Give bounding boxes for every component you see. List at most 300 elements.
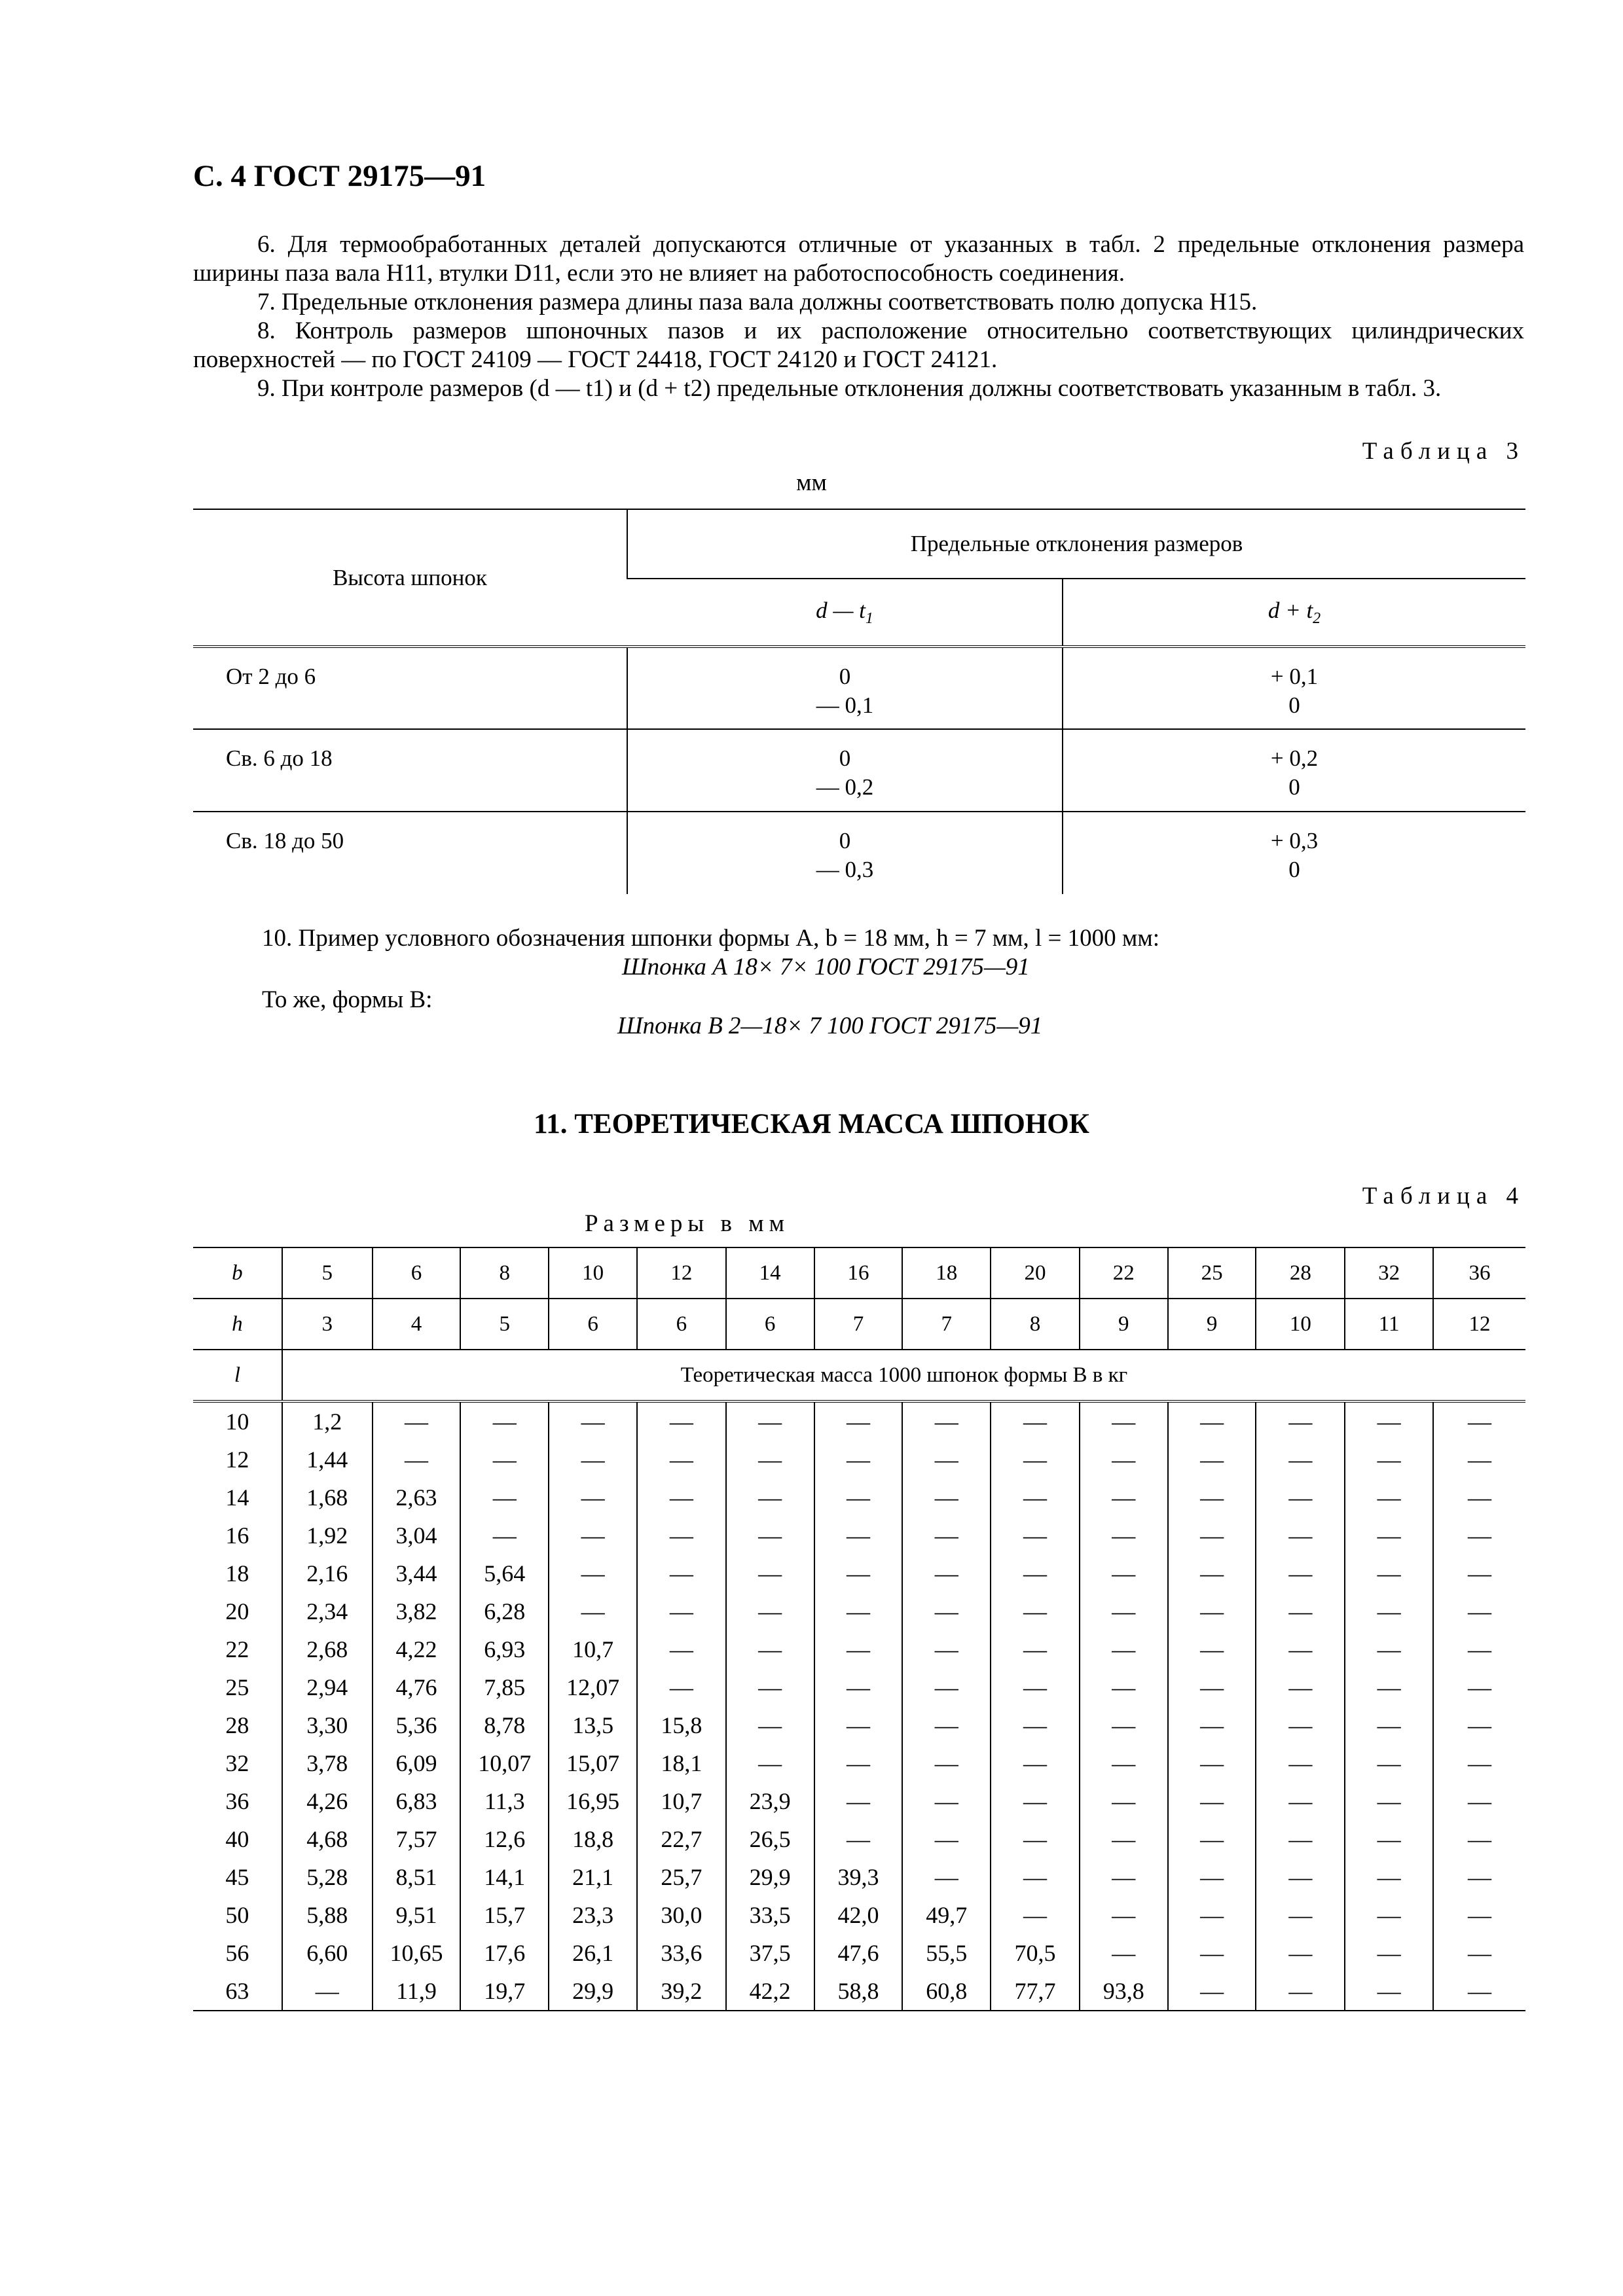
table4-cell: 25,7 bbox=[637, 1858, 726, 1896]
table4-cell: 13,5 bbox=[549, 1706, 637, 1744]
table4-cell: — bbox=[991, 1516, 1080, 1554]
table3-cell-a bbox=[627, 729, 1063, 812]
table4-cell: — bbox=[1433, 1479, 1525, 1516]
table4-cell: 37,5 bbox=[726, 1934, 814, 1972]
table3-col-a bbox=[627, 579, 1063, 647]
table4-cell: 3,82 bbox=[373, 1592, 461, 1630]
table3-cell-b2: 0 bbox=[1288, 774, 1300, 800]
table4-cell: — bbox=[991, 1592, 1080, 1630]
table4-cell: — bbox=[902, 1554, 991, 1592]
table4-cell: — bbox=[1080, 1858, 1168, 1896]
table4-h-value: 7 bbox=[902, 1299, 991, 1350]
table3-cell-b2: 0 bbox=[1288, 857, 1300, 882]
example-same-b: То же, формы В: bbox=[262, 986, 433, 1013]
table4-cell: — bbox=[1433, 1782, 1525, 1820]
table4-b-value: 8 bbox=[460, 1247, 549, 1299]
table4-row-length: 56 bbox=[193, 1934, 282, 1972]
table4-cell: — bbox=[1433, 1401, 1525, 1441]
table3-cell-a2: — 0,3 bbox=[816, 857, 874, 882]
table4-cell: — bbox=[1433, 1744, 1525, 1782]
table4-cell: — bbox=[1433, 1441, 1525, 1479]
table4-cell: 26,1 bbox=[549, 1934, 637, 1972]
table4-cell: 3,04 bbox=[373, 1516, 461, 1554]
table4-cell: — bbox=[460, 1441, 549, 1479]
table4-cell: — bbox=[1168, 1744, 1256, 1782]
table4-b-value: 25 bbox=[1168, 1247, 1256, 1299]
table4-cell: — bbox=[1345, 1934, 1433, 1972]
table4-cell: — bbox=[991, 1896, 1080, 1934]
table3-cell-b bbox=[1063, 729, 1525, 812]
table4-cell: 4,68 bbox=[282, 1820, 373, 1858]
table4-cell: 14,1 bbox=[460, 1858, 549, 1896]
table4-cell: — bbox=[814, 1706, 903, 1744]
table4-cell: — bbox=[726, 1706, 814, 1744]
table4-cell: — bbox=[1256, 1516, 1345, 1554]
table4-cell: — bbox=[637, 1401, 726, 1441]
table4-cell: — bbox=[1256, 1858, 1345, 1896]
table4-b-row bbox=[193, 1247, 1525, 1299]
table4-cell: 11,9 bbox=[373, 1972, 461, 2011]
table4-cell: — bbox=[1256, 1934, 1345, 1972]
table4-cell: 23,3 bbox=[549, 1896, 637, 1934]
table4-cell: — bbox=[549, 1592, 637, 1630]
table4-cell: — bbox=[1080, 1441, 1168, 1479]
table4-cell: 22,7 bbox=[637, 1820, 726, 1858]
table4-cell: — bbox=[1256, 1592, 1345, 1630]
table4-cell: — bbox=[1256, 1554, 1345, 1592]
table4-cell: 6,09 bbox=[373, 1744, 461, 1782]
table4-cell: — bbox=[637, 1554, 726, 1592]
table4-cell: — bbox=[1345, 1479, 1433, 1516]
table3-col-a-text: d — t bbox=[816, 597, 866, 623]
table4-cell: — bbox=[1433, 1820, 1525, 1858]
table4-cell: — bbox=[726, 1668, 814, 1706]
table4-cell: — bbox=[1345, 1401, 1433, 1441]
table4-cell: 30,0 bbox=[637, 1896, 726, 1934]
table4-cell: — bbox=[902, 1516, 991, 1554]
table4-row-length: 25 bbox=[193, 1668, 282, 1706]
table4-b-value: 6 bbox=[373, 1247, 461, 1299]
table4-h-value: 6 bbox=[549, 1299, 637, 1350]
table4-cell: 2,68 bbox=[282, 1630, 373, 1668]
table4-cell: — bbox=[1080, 1782, 1168, 1820]
table4-cell: 11,3 bbox=[460, 1782, 549, 1820]
table4-cell: — bbox=[902, 1820, 991, 1858]
table4-cell: — bbox=[1345, 1858, 1433, 1896]
table4-cell: — bbox=[1168, 1592, 1256, 1630]
table4-cell: 2,16 bbox=[282, 1554, 373, 1592]
table4-cell: 15,8 bbox=[637, 1706, 726, 1744]
table4-cell: 5,88 bbox=[282, 1896, 373, 1934]
table4-b-value: 32 bbox=[1345, 1247, 1433, 1299]
table4-cell: — bbox=[1256, 1782, 1345, 1820]
table4-cell: — bbox=[1256, 1441, 1345, 1479]
table4-cell: — bbox=[991, 1858, 1080, 1896]
table4-cell: 12,6 bbox=[460, 1820, 549, 1858]
table3-cell-a bbox=[627, 812, 1063, 894]
table4-cell: 29,9 bbox=[726, 1858, 814, 1896]
table4-cell: 7,85 bbox=[460, 1668, 549, 1706]
table3-row-label: От 2 до 6 bbox=[226, 664, 316, 689]
table4-row bbox=[193, 1592, 1525, 1630]
table4-cell: 55,5 bbox=[902, 1934, 991, 1972]
table4-cell: — bbox=[1168, 1668, 1256, 1706]
table4-row-length: 18 bbox=[193, 1554, 282, 1592]
table4-cell: 93,8 bbox=[1080, 1972, 1168, 2011]
table4-cell: — bbox=[902, 1706, 991, 1744]
table3-cell-b1: + 0,3 bbox=[1270, 828, 1319, 853]
table4-cell: — bbox=[991, 1630, 1080, 1668]
table4-row bbox=[193, 1744, 1525, 1782]
table4-cell: — bbox=[1433, 1592, 1525, 1630]
table4-cell: 15,7 bbox=[460, 1896, 549, 1934]
table4-cell: 1,68 bbox=[282, 1479, 373, 1516]
table4-cell: — bbox=[1256, 1630, 1345, 1668]
table4-b-value: 36 bbox=[1433, 1247, 1525, 1299]
section-title: 11. ТЕОРЕТИЧЕСКАЯ МАССА ШПОНОК bbox=[534, 1109, 1089, 1139]
table4-cell: — bbox=[1080, 1934, 1168, 1972]
table4-cell: 6,28 bbox=[460, 1592, 549, 1630]
table4-cell: — bbox=[549, 1401, 637, 1441]
table4-cell: 77,7 bbox=[991, 1972, 1080, 2011]
table3-cell-a1: 0 bbox=[839, 828, 851, 853]
table4-h-value: 6 bbox=[726, 1299, 814, 1350]
table4-cell: — bbox=[1256, 1668, 1345, 1706]
table3-cell-a2: — 0,1 bbox=[816, 692, 874, 718]
table4-row bbox=[193, 1554, 1525, 1592]
table4-cell: — bbox=[726, 1630, 814, 1668]
table3-cell-a2: — 0,2 bbox=[816, 774, 874, 800]
paragraph-6 bbox=[193, 230, 1524, 288]
table4-row bbox=[193, 1630, 1525, 1668]
table4-cell: — bbox=[902, 1441, 991, 1479]
table4-cell: — bbox=[726, 1441, 814, 1479]
table4-cell: — bbox=[1256, 1706, 1345, 1744]
table4-cell: — bbox=[549, 1516, 637, 1554]
table3-row-label: Св. 18 до 50 bbox=[193, 812, 627, 894]
table4-cell: — bbox=[1080, 1592, 1168, 1630]
table4-cell: — bbox=[1256, 1744, 1345, 1782]
table4-h-value: 4 bbox=[373, 1299, 461, 1350]
table3-col-b-sub: 2 bbox=[1313, 609, 1321, 627]
table4-h-value: 12 bbox=[1433, 1299, 1525, 1350]
table4-cell: — bbox=[637, 1630, 726, 1668]
table4-cell: 4,22 bbox=[373, 1630, 461, 1668]
table3-col-b-text: d + t bbox=[1267, 597, 1313, 623]
page-header: С. 4 ГОСТ 29175—91 bbox=[193, 159, 486, 193]
table4-cell: 6,93 bbox=[460, 1630, 549, 1668]
table3-cell-a1: 0 bbox=[839, 664, 851, 689]
paragraph-9-text: 9. При контроле размеров (d — t1) и (d + t2) предельные отклонения должны соответствовать указанным в табл. 3. bbox=[257, 375, 1442, 402]
table4-cell: — bbox=[460, 1479, 549, 1516]
table4-cell: — bbox=[1345, 1630, 1433, 1668]
table3-cell-b1: + 0,2 bbox=[1270, 745, 1319, 771]
table4-cell: — bbox=[1345, 1516, 1433, 1554]
table4-b-value: 20 bbox=[991, 1247, 1080, 1299]
table4-cell: — bbox=[991, 1554, 1080, 1592]
table4-cell: — bbox=[1080, 1744, 1168, 1782]
table4-cell: — bbox=[1168, 1479, 1256, 1516]
table4-cell: — bbox=[282, 1972, 373, 2011]
table4-cell: 15,07 bbox=[549, 1744, 637, 1782]
table4-cell: 42,2 bbox=[726, 1972, 814, 2011]
table4-h-row bbox=[193, 1299, 1525, 1350]
table4-cell: — bbox=[814, 1668, 903, 1706]
table4-row bbox=[193, 1972, 1525, 2011]
table4-cell: — bbox=[1433, 1972, 1525, 2011]
table4-cell: 23,9 bbox=[726, 1782, 814, 1820]
table4-cell: 5,64 bbox=[460, 1554, 549, 1592]
table4-row bbox=[193, 1896, 1525, 1934]
example-line-b: Шпонка В 2—18× 7 100 ГОСТ 29175—91 bbox=[617, 1013, 1043, 1039]
table4-cell: — bbox=[1433, 1554, 1525, 1592]
table4-cell: — bbox=[726, 1554, 814, 1592]
table4-cell: — bbox=[1433, 1896, 1525, 1934]
table4-cell: 18,8 bbox=[549, 1820, 637, 1858]
table4-row bbox=[193, 1934, 1525, 1972]
table4-cell: — bbox=[1168, 1401, 1256, 1441]
table4-b-value: 28 bbox=[1256, 1247, 1345, 1299]
table4-cell: — bbox=[902, 1782, 991, 1820]
table4-cell: — bbox=[1345, 1668, 1433, 1706]
table4-row-length: 36 bbox=[193, 1782, 282, 1820]
table4-cell: — bbox=[1345, 1782, 1433, 1820]
table4-cell: — bbox=[1345, 1744, 1433, 1782]
table4-row-length: 40 bbox=[193, 1820, 282, 1858]
table3-row bbox=[193, 812, 1525, 894]
table3-cell-a bbox=[627, 647, 1063, 729]
table4-h-label: h bbox=[193, 1299, 282, 1350]
table4-row-length: 45 bbox=[193, 1858, 282, 1896]
table4-cell: 2,34 bbox=[282, 1592, 373, 1630]
table3-row-label: Св. 6 до 18 bbox=[193, 729, 627, 812]
table4-row-length: 63 bbox=[193, 1972, 282, 2011]
table4-cell: 49,7 bbox=[902, 1896, 991, 1934]
table4-cell: 19,7 bbox=[460, 1972, 549, 2011]
table4-cell: 4,26 bbox=[282, 1782, 373, 1820]
paragraph-7 bbox=[193, 288, 1524, 317]
table4 bbox=[193, 1247, 1525, 2011]
table3-cell-b1: + 0,1 bbox=[1270, 664, 1319, 689]
table4-cell: — bbox=[726, 1592, 814, 1630]
table4-cell: — bbox=[1345, 1896, 1433, 1934]
table4-row-length: 20 bbox=[193, 1592, 282, 1630]
paragraph-8-text: 8. Контроль размеров шпоночных пазов и их расположение относительно соответствующих цилиндрических поверхностей — по ГОСТ 24109 — ГОСТ 24418, ГОСТ 24120 и ГОСТ 24121. bbox=[193, 317, 1524, 373]
table4-cell: 5,28 bbox=[282, 1858, 373, 1896]
table4-cell: — bbox=[1256, 1401, 1345, 1441]
table4-row bbox=[193, 1820, 1525, 1858]
table4-cell: — bbox=[1256, 1972, 1345, 2011]
table4-cell: — bbox=[1168, 1934, 1256, 1972]
table4-h-value: 5 bbox=[460, 1299, 549, 1350]
table4-h-value: 7 bbox=[814, 1299, 903, 1350]
table4-h-value: 3 bbox=[282, 1299, 373, 1350]
table4-b-value: 16 bbox=[814, 1247, 903, 1299]
table4-cell: — bbox=[1256, 1896, 1345, 1934]
table4-cell: — bbox=[814, 1782, 903, 1820]
table4-b-value: 18 bbox=[902, 1247, 991, 1299]
table4-cell: 29,9 bbox=[549, 1972, 637, 2011]
table4-cell: — bbox=[1080, 1479, 1168, 1516]
table4-cell: — bbox=[1345, 1820, 1433, 1858]
table4-units: Размеры в мм bbox=[584, 1210, 790, 1237]
table4-cell: 8,78 bbox=[460, 1706, 549, 1744]
table4-row-length: 28 bbox=[193, 1706, 282, 1744]
table3-col-height: Высота шпонок bbox=[193, 509, 627, 647]
table4-cell: 18,1 bbox=[637, 1744, 726, 1782]
paragraph-6-text: 6. Для термообработанных деталей допускаются отличные от указанных в табл. 2 предельные отклонения размера ширины паза вала Н11, втулки D11, если это не влияет на работоспособность соединения. bbox=[193, 231, 1524, 287]
table4-cell: 10,65 bbox=[373, 1934, 461, 1972]
table3-row bbox=[193, 729, 1525, 812]
table4-cell: 9,51 bbox=[373, 1896, 461, 1934]
table4-cell: — bbox=[991, 1820, 1080, 1858]
table4-h-value: 10 bbox=[1256, 1299, 1345, 1350]
table3-cell-b bbox=[1063, 647, 1525, 729]
table4-cell: — bbox=[1168, 1554, 1256, 1592]
table4-cell: — bbox=[1080, 1401, 1168, 1441]
table4-cell: — bbox=[549, 1554, 637, 1592]
table4-cell: — bbox=[1345, 1972, 1433, 2011]
table4-cell: 3,44 bbox=[373, 1554, 461, 1592]
table4-cell: 16,95 bbox=[549, 1782, 637, 1820]
table4-row-length: 22 bbox=[193, 1630, 282, 1668]
table4-cell: 12,07 bbox=[549, 1668, 637, 1706]
example-line-a: Шпонка А 18× 7× 100 ГОСТ 29175—91 bbox=[622, 954, 1030, 980]
table4-cell: — bbox=[1345, 1554, 1433, 1592]
table4-cell: — bbox=[902, 1401, 991, 1441]
table4-cell: — bbox=[814, 1554, 903, 1592]
table4-cell: — bbox=[991, 1479, 1080, 1516]
table4-cell: — bbox=[726, 1516, 814, 1554]
table4-b-value: 10 bbox=[549, 1247, 637, 1299]
table4-row-length: 12 bbox=[193, 1441, 282, 1479]
table4-cell: — bbox=[1168, 1896, 1256, 1934]
table4-cell: — bbox=[1168, 1630, 1256, 1668]
table4-cell: 3,30 bbox=[282, 1706, 373, 1744]
table4-cell: — bbox=[549, 1441, 637, 1479]
table4-h-value: 9 bbox=[1168, 1299, 1256, 1350]
table4-cell: 4,76 bbox=[373, 1668, 461, 1706]
table4-h-value: 11 bbox=[1345, 1299, 1433, 1350]
table4-row bbox=[193, 1668, 1525, 1706]
table3 bbox=[193, 509, 1525, 894]
table4-cell: — bbox=[1080, 1516, 1168, 1554]
table3-cell-b bbox=[1063, 812, 1525, 894]
table4-l-label: l bbox=[193, 1350, 282, 1401]
table4-mass-header: Теоретическая масса 1000 шпонок формы В в кг bbox=[282, 1350, 1525, 1401]
table4-cell: — bbox=[991, 1668, 1080, 1706]
table4-cell: — bbox=[637, 1516, 726, 1554]
table4-cell: — bbox=[726, 1479, 814, 1516]
table3-cell-a1: 0 bbox=[839, 745, 851, 771]
table4-cell: — bbox=[1168, 1516, 1256, 1554]
table4-cell: 47,6 bbox=[814, 1934, 903, 1972]
table4-cell: — bbox=[1168, 1858, 1256, 1896]
table4-cell: — bbox=[902, 1858, 991, 1896]
table4-cell: — bbox=[1433, 1630, 1525, 1668]
table4-cell: 33,6 bbox=[637, 1934, 726, 1972]
table4-cell: — bbox=[1345, 1706, 1433, 1744]
table4-cell: — bbox=[1168, 1782, 1256, 1820]
table4-cell: 2,94 bbox=[282, 1668, 373, 1706]
table4-cell: 1,92 bbox=[282, 1516, 373, 1554]
table4-caption: Таблица 4 bbox=[1362, 1183, 1525, 1210]
table4-cell: 7,57 bbox=[373, 1820, 461, 1858]
table4-row-length: 10 bbox=[193, 1401, 282, 1441]
table4-cell: — bbox=[1080, 1554, 1168, 1592]
table4-cell: 70,5 bbox=[991, 1934, 1080, 1972]
table4-cell: — bbox=[991, 1782, 1080, 1820]
paragraph-7-text: 7. Предельные отклонения размера длины паза вала должны соответствовать полю допуска Н15. bbox=[257, 289, 1258, 315]
table4-cell: — bbox=[991, 1401, 1080, 1441]
table4-row bbox=[193, 1782, 1525, 1820]
table4-b-label: b bbox=[193, 1247, 282, 1299]
table4-cell: — bbox=[1433, 1706, 1525, 1744]
table4-cell: 6,83 bbox=[373, 1782, 461, 1820]
table4-cell: — bbox=[1433, 1858, 1525, 1896]
table4-cell: — bbox=[1433, 1668, 1525, 1706]
table4-cell: 1,44 bbox=[282, 1441, 373, 1479]
table4-cell: — bbox=[902, 1668, 991, 1706]
table4-cell: 39,2 bbox=[637, 1972, 726, 2011]
table4-row bbox=[193, 1441, 1525, 1479]
table4-cell: — bbox=[902, 1592, 991, 1630]
table4-b-value: 5 bbox=[282, 1247, 373, 1299]
table4-cell: 5,36 bbox=[373, 1706, 461, 1744]
table4-cell: 10,7 bbox=[637, 1782, 726, 1820]
table4-cell: 58,8 bbox=[814, 1972, 903, 2011]
paragraph-8 bbox=[193, 317, 1524, 374]
table4-l-row bbox=[193, 1350, 1525, 1401]
table4-cell: — bbox=[902, 1479, 991, 1516]
table4-cell: — bbox=[814, 1401, 903, 1441]
table4-cell: 8,51 bbox=[373, 1858, 461, 1896]
table4-cell: — bbox=[1168, 1972, 1256, 2011]
table4-cell: — bbox=[549, 1479, 637, 1516]
table4-b-value: 12 bbox=[637, 1247, 726, 1299]
table4-cell: 33,5 bbox=[726, 1896, 814, 1934]
table4-cell: 3,78 bbox=[282, 1744, 373, 1782]
table4-cell: — bbox=[902, 1630, 991, 1668]
table4-h-value: 8 bbox=[991, 1299, 1080, 1350]
table4-cell: — bbox=[1345, 1441, 1433, 1479]
table4-b-value: 14 bbox=[726, 1247, 814, 1299]
paragraph-9 bbox=[193, 374, 1524, 403]
example-intro: 10. Пример условного обозначения шпонки формы А, b = 18 мм, h = 7 мм, l = 1000 мм: bbox=[262, 925, 1160, 952]
table4-row-length: 32 bbox=[193, 1744, 282, 1782]
table4-cell: — bbox=[814, 1592, 903, 1630]
table4-cell: 39,3 bbox=[814, 1858, 903, 1896]
table4-cell: — bbox=[1168, 1441, 1256, 1479]
table4-cell: — bbox=[637, 1592, 726, 1630]
table4-cell: — bbox=[902, 1744, 991, 1782]
table4-cell: — bbox=[373, 1441, 461, 1479]
table4-cell: — bbox=[637, 1668, 726, 1706]
table3-units: мм bbox=[796, 469, 827, 496]
table4-cell: — bbox=[1256, 1820, 1345, 1858]
table4-row-length: 14 bbox=[193, 1479, 282, 1516]
table4-row bbox=[193, 1858, 1525, 1896]
table4-cell: — bbox=[1168, 1820, 1256, 1858]
table4-cell: 26,5 bbox=[726, 1820, 814, 1858]
table4-cell: — bbox=[814, 1744, 903, 1782]
table4-h-value: 6 bbox=[637, 1299, 726, 1350]
table4-cell: — bbox=[1080, 1668, 1168, 1706]
table4-cell: — bbox=[460, 1516, 549, 1554]
table4-row bbox=[193, 1401, 1525, 1441]
table4-cell: — bbox=[814, 1441, 903, 1479]
table4-cell: — bbox=[814, 1630, 903, 1668]
